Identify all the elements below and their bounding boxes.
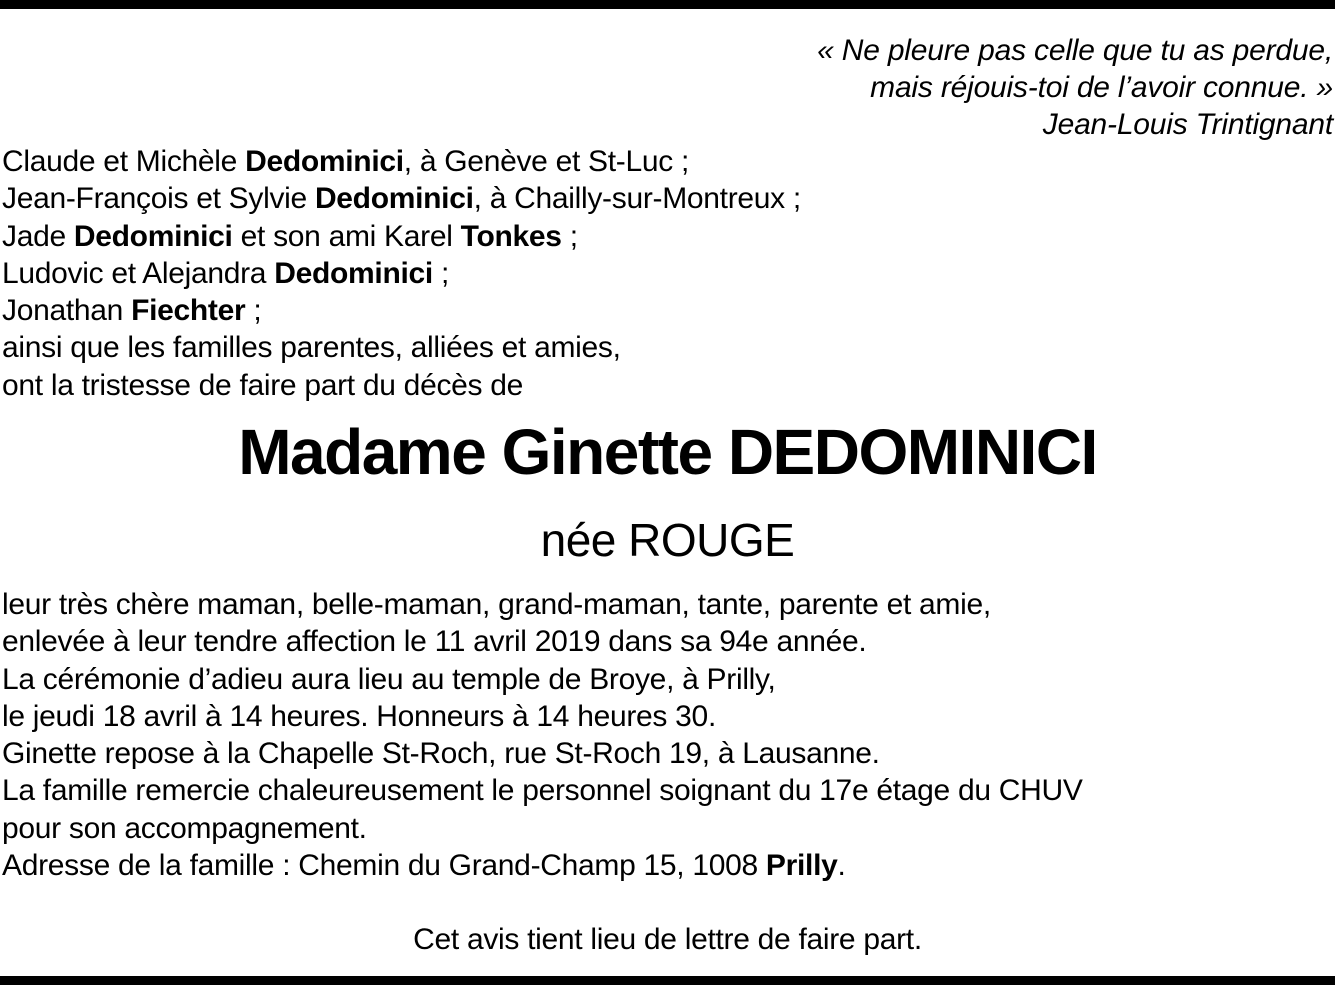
mourner-surname: Dedominici bbox=[245, 145, 404, 178]
body-line: le jeudi 18 avril à 14 heures. Honneurs à 14 heures 30. bbox=[2, 699, 716, 733]
top-border-rule bbox=[0, 0, 1335, 9]
mourner-surname: Tonkes bbox=[460, 219, 562, 253]
announcement-line: ont la tristesse de faire part du décès de bbox=[2, 368, 524, 402]
mourner-line: Jade Dedominici et son ami Karel Tonkes ; bbox=[2, 219, 578, 253]
mourner-line: Claude et Michèle Dedominici, à Genève et St-Luc ; bbox=[2, 145, 690, 178]
body-line: leur très chère maman, belle-maman, grand-maman, tante, parente et amie, bbox=[2, 588, 991, 621]
mourner-surname: Dedominici bbox=[314, 182, 474, 216]
notice-body bbox=[2, 586, 1083, 884]
epigraph-quote bbox=[817, 32, 1333, 143]
mourners-list bbox=[2, 143, 801, 404]
deceased-name: Madame Ginette DEDOMINICI bbox=[238, 416, 1097, 488]
mourner-surname: Dedominici bbox=[73, 219, 233, 253]
families-line: ainsi que les familles parentes, alliées et amies, bbox=[2, 331, 621, 365]
mourner-line: Ludovic et Alejandra Dedominici ; bbox=[2, 256, 450, 290]
body-line: pour son accompagnement. bbox=[2, 811, 367, 845]
maiden-name: née ROUGE bbox=[540, 514, 795, 566]
mourner-surname: Dedominici bbox=[274, 256, 433, 290]
bottom-border-rule bbox=[0, 976, 1335, 985]
footer-note: Cet avis tient lieu de lettre de faire part. bbox=[413, 923, 922, 956]
family-address: Adresse de la famille : Chemin du Grand-Champ 15, 1008 Prilly. bbox=[2, 849, 846, 883]
quote-author: Jean-Louis Trintignant bbox=[1042, 108, 1333, 141]
body-line: La famille remercie chaleureusement le personnel soignant du 17e étage du CHUV bbox=[2, 774, 1083, 808]
address-city: Prilly bbox=[765, 849, 838, 883]
quote-line-2: mais réjouis-toi de l’avoir connue. » bbox=[870, 71, 1333, 104]
mourner-surname: Fiechter bbox=[131, 294, 246, 328]
mourner-line: Jonathan Fiechter ; bbox=[2, 294, 262, 328]
mourner-line: Jean-François et Sylvie Dedominici, à Chailly-sur-Montreux ; bbox=[2, 182, 801, 216]
body-line: Ginette repose à la Chapelle St-Roch, rue St-Roch 19, à Lausanne. bbox=[2, 737, 880, 771]
body-line: La cérémonie d’adieu aura lieu au temple de Broye, à Prilly, bbox=[2, 662, 776, 696]
body-line: enlevée à leur tendre affection le 11 avril 2019 dans sa 94e année. bbox=[2, 625, 867, 659]
quote-line-1: « Ne pleure pas celle que tu as perdue, bbox=[817, 34, 1333, 67]
